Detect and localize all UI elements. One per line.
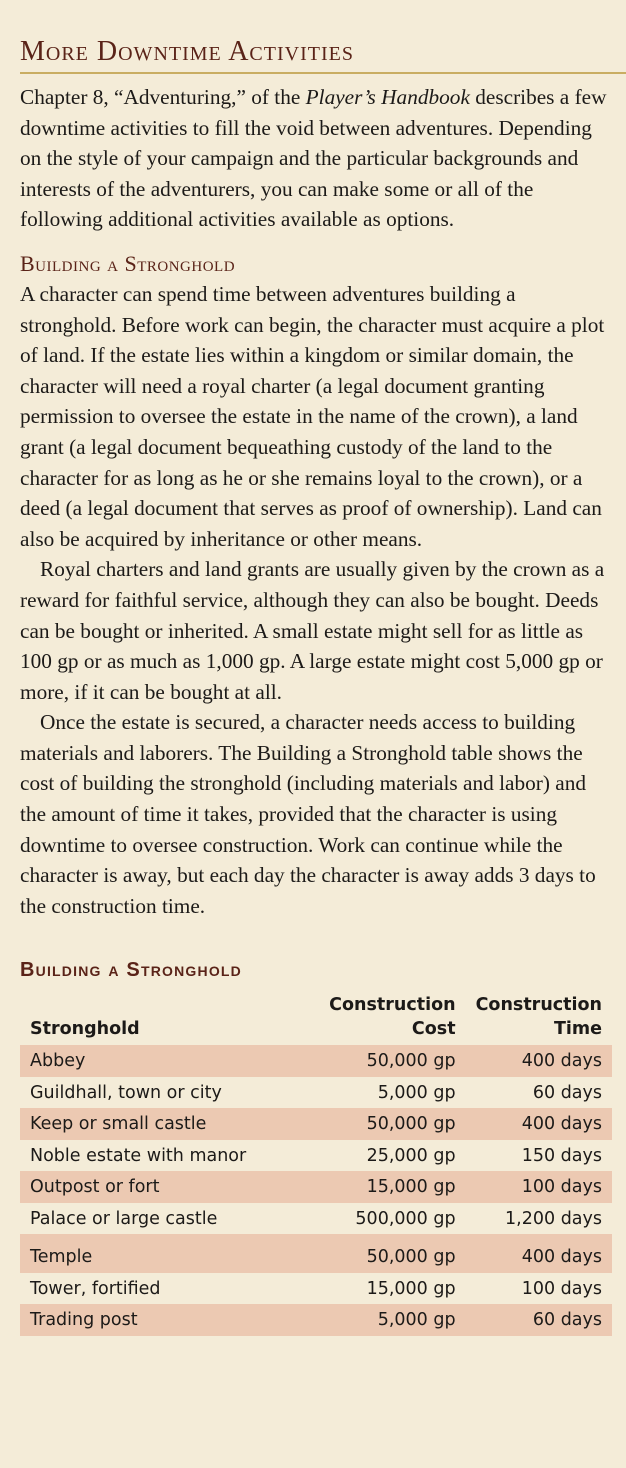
table-row [20, 1140, 612, 1172]
table-row [20, 1304, 612, 1336]
table-row [20, 1234, 612, 1273]
cell-cost: 15,000 gp [366, 1278, 456, 1299]
stronghold-table [20, 993, 612, 1336]
cell-time: 100 days [466, 1171, 612, 1203]
table-row [20, 1045, 612, 1077]
cell-time: 400 days [466, 1045, 612, 1077]
cell-stronghold: Keep or small castle [20, 1108, 316, 1140]
cell-cost: 5,000 gp [377, 1082, 456, 1103]
cell-cost: 50,000 gp [316, 1108, 466, 1140]
header-time-line2: Time [553, 1019, 602, 1040]
cell-time: 100 days [521, 1278, 602, 1299]
header-cost-line2: Cost [411, 1019, 456, 1040]
cell-stronghold: Trading post [20, 1304, 316, 1336]
cell-cost: 5,000 gp [316, 1304, 466, 1336]
header-stronghold: Stronghold [30, 1019, 140, 1040]
table-header-row [20, 993, 612, 1045]
cell-time: 400 days [466, 1234, 612, 1273]
book-title: Player’s Handbook [305, 85, 470, 109]
cell-cost: 15,000 gp [316, 1171, 466, 1203]
header-time [466, 993, 612, 1045]
cell-stronghold: Temple [20, 1234, 316, 1273]
body-paragraph: A character can spend time between adventures building a stronghold. Before work can begin, the character must acquire a plot of land. If the estate lies within a kingdom or similar domain, the character will need a royal charter (a legal document granting permission to oversee the estate in the name of the crown), a land grant (a legal document bequeathing custody of the land to the character for as long as he or she remains loyal to the crown), or a deed (a legal document that serves as proof of ownership). Land can also be acquired by inheritance or other means. [20, 281, 605, 551]
intro-text-end: describes a few downtime activities to fill the void between adventures. Depending on the style of your campaign and the particular backgrounds and interests of the adventurers, you can make some or all of the following additional activities available as options. [20, 85, 607, 232]
body-paragraph: Once the estate is secured, a character needs access to building materials and laborers. The Building a Stronghold table shows the cost of building the stronghold (including materials and labor) and the amount of time it takes, provided that the character is using downtime to oversee construction. Work can continue while the character is away, but each day the character is away adds 3 days to the construction time. [20, 710, 596, 918]
cell-cost: 50,000 gp [316, 1234, 466, 1273]
table-row [20, 1171, 612, 1203]
title-divider [20, 72, 626, 74]
cell-time: 60 days [532, 1082, 602, 1103]
intro-paragraph [20, 82, 612, 235]
cell-time: 1,200 days [505, 1208, 602, 1229]
cell-stronghold: Guildhall, town or city [30, 1082, 222, 1103]
cell-time: 400 days [466, 1108, 612, 1140]
header-cost-line1: Construction [329, 995, 456, 1016]
cell-stronghold: Abbey [20, 1045, 316, 1077]
table-row [20, 1108, 612, 1140]
table-row [20, 1077, 612, 1109]
cell-stronghold: Outpost or fort [20, 1171, 316, 1203]
table-row [20, 1203, 612, 1235]
table-row [20, 1273, 612, 1305]
intro-text-start: Chapter 8, “Adventuring,” of the [20, 85, 306, 109]
table-title: Building a Stronghold [20, 959, 242, 982]
cell-cost: 50,000 gp [316, 1045, 466, 1077]
section-title: Building a Stronghold [20, 250, 236, 276]
cell-cost: 25,000 gp [366, 1145, 456, 1166]
header-cost [316, 993, 466, 1045]
cell-stronghold: Tower, fortified [30, 1278, 161, 1299]
body-paragraph: Royal charters and land grants are usually given by the crown as a reward for faithful service, although they can also be bought. Deeds can be bought or inherited. A small estate might sell for as little as 100 gp or as much as 1,000 gp. A large estate might cost 5,000 gp or more, if it can be bought at all. [20, 557, 605, 704]
cell-stronghold: Palace or large castle [30, 1208, 218, 1229]
page-title: More Downtime Activities [20, 36, 354, 67]
header-time-line1: Construction [475, 995, 602, 1016]
cell-time: 60 days [466, 1304, 612, 1336]
cell-stronghold: Noble estate with manor [30, 1145, 247, 1166]
cell-time: 150 days [521, 1145, 602, 1166]
cell-cost: 500,000 gp [355, 1208, 456, 1229]
